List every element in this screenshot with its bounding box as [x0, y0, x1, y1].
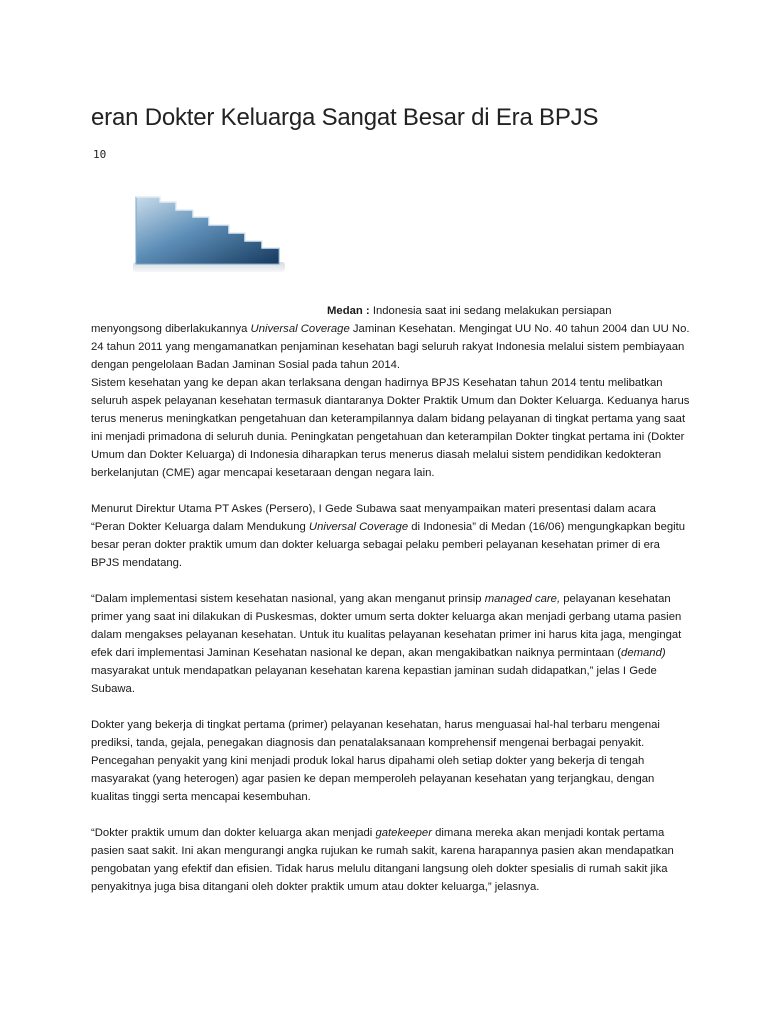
paragraph-text: “Dalam implementasi sistem kesehatan nasional, yang akan menganut prinsip: [91, 593, 485, 605]
paragraph: Dokter yang bekerja di tingkat pertama (primer) pelayanan kesehatan, harus menguasai hal-hal terbaru mengenai prediksi, tanda, gejala, penegakan diagnosis dan penatalaksanaan komprehensif mengenai berbagai penyakit. Pencegahan penyakit yang kini menjadi produk lokal harus dipahami oleh setiap dokter yang bekerja di tengah masyarakat (yang heterogen) agar pasien ke depan memperoleh pelayanan kesehatan yang terjangkau, dengan kualitas tinggi serta mencapai kesembuhan.: [91, 719, 660, 803]
paragraph-text: Indonesia saat ini sedang melakukan persiapan: [369, 305, 612, 317]
paragraph-text: Jaminan Kesehatan. Mengingat UU No. 40 tahun 2004 dan UU No. 24 tahun 2011 yang mengamanatkan penjaminan kesehatan bagi seluruh rakyat Indonesia melalui sistem pembiayaan dengan pengelolaan Badan Jaminan Sosial pada tahun 2014.: [91, 323, 690, 371]
stair-chart-logo: [131, 194, 287, 276]
emphasis-text: gatekeeper: [375, 827, 432, 839]
paragraph: Sistem kesehatan yang ke depan akan terlaksana dengan hadirnya BPJS Kesehatan tahun 2014 tentu melibatkan seluruh aspek pelayanan kesehatan termasuk diantaranya Dokter Praktik Umum dan Dokter Keluarga. Keduanya harus terus menerus meningkatkan pengetahuan dan keterampilannya dalam bidang pelayanan di tingkat pertama yang saat ini menjadi primadona di seluruh dunia. Peningkatan pengetahuan dan keterampilan Dokter tingkat pertama ini (Dokter Umum dan Dokter Keluarga) di Indonesia diharapkan terus menerus diasah melalui sistem pendidikan kedokteran berkelanjutan (CME) agar mencapai kesetaraan dengan negara lain.: [91, 377, 690, 479]
article-title: eran Dokter Keluarga Sangat Besar di Era BPJS: [91, 104, 599, 131]
paragraph-text: dimana mereka akan menjadi kontak pertama pasien saat sakit. Ini akan mengurangi angka rujukan ke rumah sakit, karena harapannya pasien akan mendapatkan pengobatan yang efektif dan efisien. Tidak harus melulu ditangani langsung oleh dokter spesialis di rumah sakit jika penyakitnya juga bisa ditangani oleh dokter praktik umum atau dokter keluarga,” jelasnya.: [91, 827, 674, 893]
paragraph-text: di Indonesia” di Medan (16/06) mengungkapkan begitu besar peran dokter praktik umum dan dokter keluarga sebagai pelaku pemberi pelayanan kesehatan primer di era BPJS mendatang.: [91, 521, 686, 569]
paragraph: [91, 320, 691, 374]
paragraph-text: masyarakat untuk mendapatkan pelayanan kesehatan karena kepastian jaminan sudah didapatkan,” jelas I Gede Subawa.: [91, 665, 657, 695]
emphasis-text: Universal Coverage: [308, 521, 409, 533]
paragraph-text: pelayanan kesehatan primer yang saat ini dilakukan di Puskesmas, dokter umum serta dokter keluarga akan menjadi gerbang utama pasien dalam mengakses pelayanan kesehatan. Untuk itu kualitas pelayanan kesehatan primer ini harus kita jaga, mengingat efek dari implementasi Jaminan Kesehatan nasional ke depan, akan mengakibatkan naiknya permintaan (: [91, 593, 682, 659]
paragraph-dateline: [91, 302, 691, 320]
paragraph: [91, 824, 691, 896]
paragraph-text: menyongsong diberlakukannya: [91, 323, 251, 335]
paragraph: [91, 590, 691, 698]
emphasis-text: demand): [621, 647, 666, 659]
paragraph-text: “Dokter praktik umum dan dokter keluarga akan menjadi: [91, 827, 376, 839]
paragraph-gap: [91, 482, 691, 500]
paragraph-text: Menurut Direktur Utama PT Askes (Persero), I Gede Subawa saat menyampaikan materi presentasi dalam acara “Peran Dokter Keluarga dalam Mendukung: [91, 503, 656, 533]
stair-chart-logo-graphic: [131, 194, 287, 276]
meta-number: 10: [93, 148, 107, 161]
paragraph: [91, 500, 691, 572]
emphasis-text: Universal Coverage: [250, 323, 350, 335]
paragraph-gap: [91, 806, 691, 824]
paragraph-gap: [91, 572, 691, 590]
article-body: [91, 302, 691, 896]
emphasis-text: managed care,: [484, 593, 561, 605]
dateline: Medan :: [327, 305, 370, 317]
paragraph-gap: [91, 698, 691, 716]
